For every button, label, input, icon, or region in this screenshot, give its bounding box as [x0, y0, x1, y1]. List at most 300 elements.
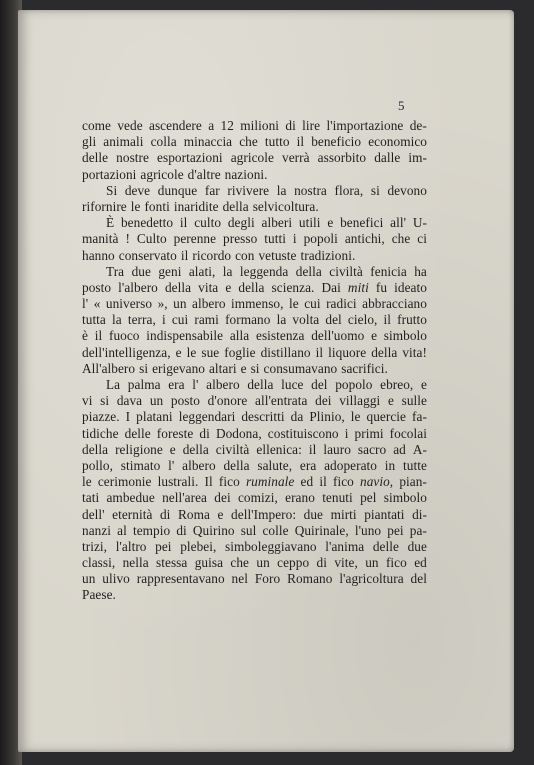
- word: l': [168, 457, 175, 473]
- word: dell'uomo: [311, 328, 365, 344]
- word: di-: [412, 506, 427, 522]
- word: e: [169, 441, 176, 457]
- word: guisa: [194, 555, 224, 571]
- word: esportazioni: [157, 150, 223, 166]
- word: la: [222, 263, 233, 279]
- word: l'agricoltura: [339, 571, 404, 587]
- word: e: [225, 279, 232, 295]
- word: agricole: [230, 150, 274, 166]
- text-line: [82, 183, 427, 199]
- word: il: [315, 344, 324, 360]
- word: cui: [304, 296, 321, 312]
- word: i: [292, 231, 297, 247]
- word: tenuti: [322, 490, 353, 506]
- word: il: [180, 247, 189, 263]
- word: fico: [332, 474, 354, 490]
- word: hanno: [82, 247, 115, 263]
- word: al: [117, 522, 127, 538]
- word: universo: [105, 296, 153, 312]
- word: nazioni.: [224, 166, 268, 182]
- word: leggenda: [239, 263, 289, 279]
- word: vite,: [334, 555, 358, 571]
- word: un: [82, 571, 96, 587]
- word: della: [247, 377, 274, 392]
- word: sue: [201, 344, 220, 360]
- word: palma: [127, 377, 161, 392]
- word: quercie: [366, 409, 406, 425]
- word: ceppo: [277, 555, 310, 571]
- word: albero: [192, 296, 226, 312]
- word: fonti: [144, 198, 170, 214]
- text-line: [82, 458, 427, 474]
- word: immenso,: [231, 296, 284, 312]
- word: vetuste: [258, 247, 297, 263]
- word: si: [139, 360, 149, 376]
- word: A-: [412, 441, 427, 457]
- word: nostre: [116, 150, 149, 166]
- word: comizi,: [237, 490, 278, 506]
- word: albero: [206, 377, 240, 392]
- word: tutta: [82, 312, 106, 328]
- word: la: [276, 182, 287, 198]
- word: ci: [417, 231, 427, 247]
- word: antichi,: [344, 231, 385, 247]
- word: ellenica:: [256, 441, 302, 457]
- word: dei: [315, 393, 332, 409]
- word: formano: [225, 312, 271, 328]
- text-line: [82, 490, 427, 506]
- text-line: [82, 118, 427, 134]
- word: di: [285, 118, 296, 133]
- word: dunque: [157, 182, 198, 198]
- text-line: [82, 215, 427, 231]
- word: de-: [409, 118, 427, 133]
- word: rifornire: [82, 198, 127, 214]
- word: foglie: [224, 344, 256, 360]
- word: ambedue: [106, 490, 155, 506]
- italic-word: miti: [347, 279, 369, 295]
- word: è: [82, 328, 88, 344]
- word: vi: [82, 393, 93, 409]
- word: il: [296, 134, 305, 150]
- word: distillano: [260, 344, 311, 360]
- word: era: [299, 457, 317, 473]
- word: presso: [223, 231, 258, 247]
- word: del: [410, 571, 427, 587]
- word: vita!: [402, 344, 427, 360]
- word: Quirino: [192, 522, 235, 538]
- word: indispensabile: [146, 328, 224, 344]
- word: era: [168, 377, 185, 392]
- word: assorbito: [317, 150, 367, 166]
- word: costituiscono: [267, 425, 339, 441]
- word: piazze.: [82, 409, 120, 425]
- word: della: [222, 198, 249, 214]
- word: far: [204, 182, 220, 198]
- text-line: [82, 248, 427, 264]
- word: ulivo: [102, 571, 130, 587]
- word: »,: [157, 296, 168, 312]
- text-line: [82, 555, 427, 571]
- word: nanzi: [82, 522, 112, 538]
- word: si: [370, 182, 380, 198]
- text-line: [82, 199, 427, 215]
- word: fu: [375, 279, 388, 295]
- word: animali: [103, 134, 144, 150]
- word: [348, 280, 369, 296]
- word: classi,: [82, 555, 116, 571]
- text-line: [82, 393, 427, 409]
- word: Plinio,: [309, 409, 345, 425]
- word: di: [316, 555, 327, 571]
- word: l': [82, 296, 89, 312]
- word: tradizioni.: [300, 247, 356, 263]
- word: rivivere: [227, 182, 270, 198]
- italic-word: navio,: [360, 474, 394, 490]
- word: mirti: [330, 506, 357, 522]
- word: lustrali.: [157, 474, 199, 490]
- word: lauro: [323, 441, 351, 457]
- word: ed: [414, 555, 427, 571]
- text-line: [82, 474, 427, 490]
- word: in: [384, 457, 396, 473]
- word: ad: [393, 441, 406, 457]
- word: dei: [214, 490, 231, 506]
- word: sacrifici.: [341, 360, 388, 376]
- word: tutte: [403, 457, 427, 473]
- word: pel: [360, 490, 377, 506]
- word: pollo,: [82, 457, 113, 473]
- word: l'importazione: [326, 118, 404, 133]
- word: cerimonie: [97, 474, 152, 490]
- word: le: [186, 344, 197, 360]
- word: e: [387, 393, 394, 409]
- word: gli: [82, 134, 97, 150]
- word: civiltà: [329, 263, 363, 279]
- word: le: [130, 198, 141, 214]
- word: platani: [136, 409, 173, 425]
- text-line: [82, 361, 427, 377]
- word: dell': [82, 506, 105, 522]
- word: consumavano: [263, 360, 338, 376]
- page-number: 5: [398, 98, 405, 113]
- word: all': [390, 215, 407, 231]
- word: vede: [117, 118, 143, 133]
- word: villaggi: [339, 393, 381, 409]
- word: d'onore: [207, 393, 248, 409]
- text-line: [82, 587, 427, 603]
- word: della: [182, 441, 209, 457]
- word: ascendere: [149, 118, 202, 133]
- word: cui: [171, 312, 189, 328]
- text-line: [82, 328, 427, 344]
- word: ebreo,: [380, 377, 414, 392]
- word: i: [161, 312, 166, 328]
- word: 12: [220, 118, 234, 133]
- word: civiltà: [215, 441, 250, 457]
- word: due: [303, 506, 323, 522]
- word: la: [112, 312, 122, 328]
- word: colla: [150, 134, 177, 150]
- word: rami: [194, 312, 219, 328]
- word: Romano: [287, 571, 333, 587]
- word: di: [159, 506, 171, 522]
- word: esistenza: [256, 328, 305, 344]
- word: della: [238, 279, 265, 295]
- word: altari: [208, 360, 237, 376]
- word: foreste: [156, 425, 194, 441]
- word: della: [371, 344, 398, 360]
- word: beneficio: [311, 134, 362, 150]
- word: alberi: [261, 215, 293, 231]
- word: flora,: [334, 182, 364, 198]
- word: radici: [326, 296, 357, 312]
- text-line: [82, 571, 427, 587]
- word: la: [276, 312, 287, 328]
- word: rappresentavano: [136, 571, 225, 587]
- word: benefici: [340, 215, 384, 231]
- word: inaridite: [173, 198, 219, 214]
- word: dell'Impero:: [231, 506, 297, 522]
- word: e: [371, 328, 378, 344]
- word: del: [325, 312, 342, 328]
- word: delle: [124, 425, 151, 441]
- word: tutto: [264, 134, 290, 150]
- word: luce: [281, 377, 304, 392]
- word: agricole: [140, 166, 184, 182]
- word: scienza.: [271, 279, 315, 295]
- word: fuoco: [108, 328, 140, 344]
- word: nel: [231, 571, 248, 587]
- word: nella: [122, 555, 149, 571]
- word: benedetto: [120, 215, 174, 231]
- word: fico: [218, 474, 240, 490]
- text-line: [82, 167, 427, 183]
- word: eternità: [112, 506, 153, 522]
- word: e: [217, 506, 224, 522]
- word: colle: [262, 522, 289, 538]
- word: dell'intelligenza,: [82, 344, 171, 360]
- word: della: [164, 279, 192, 295]
- word: della: [82, 441, 109, 457]
- word: tati: [82, 490, 100, 506]
- word: Il: [204, 474, 213, 490]
- word: un: [149, 393, 164, 409]
- word: sul: [240, 522, 257, 538]
- word: trizi,: [82, 538, 108, 554]
- word: pa-: [409, 522, 427, 538]
- word: frutto: [397, 312, 427, 328]
- word: leggendari: [178, 409, 236, 425]
- text-line: [82, 409, 427, 425]
- word: adoperato: [324, 457, 377, 473]
- text-line: [82, 150, 427, 166]
- italic-word: ruminale: [245, 474, 295, 490]
- word: sulle: [401, 393, 427, 409]
- word: focolai: [389, 425, 427, 441]
- word: i: [344, 425, 349, 441]
- word: portazioni: [82, 166, 137, 182]
- word: Foro: [254, 571, 281, 587]
- word: salute,: [257, 457, 293, 473]
- text-line: [82, 377, 427, 393]
- word: tutti: [264, 231, 286, 247]
- word: il: [179, 215, 188, 231]
- word: Roma: [178, 506, 210, 522]
- word: alati,: [188, 263, 216, 279]
- word: religione: [115, 441, 163, 457]
- text-line: [82, 539, 427, 555]
- word: Culto: [136, 231, 167, 247]
- word: verrà: [282, 150, 310, 166]
- word: plebei,: [180, 538, 217, 554]
- word: utili: [298, 215, 321, 231]
- word: si: [100, 393, 110, 409]
- word: e: [175, 344, 182, 360]
- word: il: [308, 441, 317, 457]
- word: All'albero: [82, 360, 136, 376]
- word: il: [94, 328, 103, 344]
- word: lire: [302, 118, 321, 133]
- word: Paese.: [82, 587, 116, 603]
- word: ha: [414, 263, 427, 279]
- word: due: [407, 538, 427, 554]
- word: di: [176, 522, 187, 538]
- word: im-: [408, 150, 427, 166]
- word: cielo,: [347, 312, 378, 328]
- word: e: [420, 377, 427, 392]
- word: «: [93, 296, 101, 312]
- word: il: [383, 312, 392, 328]
- word: si: [250, 360, 260, 376]
- word: I: [125, 409, 131, 425]
- word: [360, 474, 393, 490]
- word: economico: [368, 134, 427, 150]
- word: delle: [82, 150, 109, 166]
- word: stimato: [120, 457, 161, 473]
- word: degli: [227, 215, 255, 231]
- word: erano: [285, 490, 315, 506]
- text-line: [82, 231, 427, 247]
- word: simbolo: [383, 490, 427, 506]
- text-line: [82, 280, 427, 296]
- word: Quirinale,: [294, 522, 349, 538]
- word: l'albero: [118, 279, 158, 295]
- word: manità: [82, 231, 119, 247]
- word: deve: [124, 182, 151, 198]
- word: !: [125, 231, 130, 247]
- word: Dai: [321, 279, 341, 295]
- word: minaccia: [183, 134, 233, 150]
- word: l': [192, 377, 199, 392]
- word: delle: [372, 538, 399, 554]
- word: posto: [82, 279, 112, 295]
- word: Dodona,: [215, 425, 262, 441]
- word: che: [239, 134, 258, 150]
- word: due: [131, 263, 151, 279]
- word: volta: [292, 312, 320, 328]
- word: del: [311, 377, 328, 392]
- text-line: [82, 345, 427, 361]
- word: della: [223, 457, 250, 473]
- word: dalle: [374, 150, 401, 166]
- word: nell'area: [162, 490, 208, 506]
- word: stessa: [156, 555, 188, 571]
- word: U-: [412, 215, 427, 231]
- word: posto: [170, 393, 200, 409]
- word: ideato: [394, 279, 427, 295]
- word: piantati: [364, 506, 405, 522]
- word: d'altre: [187, 166, 221, 182]
- word: devono: [387, 182, 427, 198]
- word: pian-: [399, 474, 427, 490]
- word: conservato: [118, 247, 177, 263]
- word: alla: [229, 328, 250, 344]
- text-line: [82, 312, 427, 328]
- word: dava: [116, 393, 143, 409]
- word: simboleggiavano: [225, 538, 317, 554]
- text-line: [82, 426, 427, 442]
- word: [246, 474, 294, 490]
- word: fico: [385, 555, 407, 571]
- word: vita: [198, 279, 219, 295]
- text-line: [82, 296, 427, 312]
- word: che: [391, 231, 411, 247]
- text-line: [82, 134, 427, 150]
- word: le: [82, 474, 92, 490]
- word: fa-: [412, 409, 427, 425]
- body-text: [82, 118, 427, 604]
- word: descritti: [241, 409, 285, 425]
- word: con: [235, 247, 255, 263]
- word: le: [350, 409, 361, 425]
- word: ed: [300, 474, 314, 490]
- text-line: [82, 264, 427, 280]
- text-line: [82, 442, 427, 458]
- word: pei: [155, 538, 172, 554]
- word: Tra: [106, 263, 125, 279]
- word: un: [173, 296, 187, 312]
- word: È: [106, 215, 115, 231]
- word: La: [106, 377, 121, 392]
- word: perenne: [173, 231, 217, 247]
- word: nostra: [294, 182, 327, 198]
- word: all'entrata: [255, 393, 308, 409]
- text-line: [82, 523, 427, 539]
- word: di: [199, 425, 210, 441]
- word: della: [295, 263, 322, 279]
- word: l'altro: [115, 538, 147, 554]
- word: culto: [194, 215, 222, 231]
- word: erigevano: [152, 360, 205, 376]
- word: simbolo: [383, 328, 427, 344]
- word: sacro: [357, 441, 387, 457]
- word: albero: [182, 457, 216, 473]
- word: tempio: [132, 522, 171, 538]
- word: un: [365, 555, 379, 571]
- word: Si: [106, 182, 118, 198]
- text-line: [82, 507, 427, 523]
- word: fenicia: [370, 263, 407, 279]
- word: come: [82, 118, 111, 133]
- word: milioni: [240, 118, 280, 133]
- word: e: [240, 360, 247, 376]
- word: ricordo: [192, 247, 232, 263]
- word: un: [256, 555, 270, 571]
- word: tidiche: [82, 425, 119, 441]
- word: l'anima: [325, 538, 365, 554]
- word: a: [208, 118, 215, 133]
